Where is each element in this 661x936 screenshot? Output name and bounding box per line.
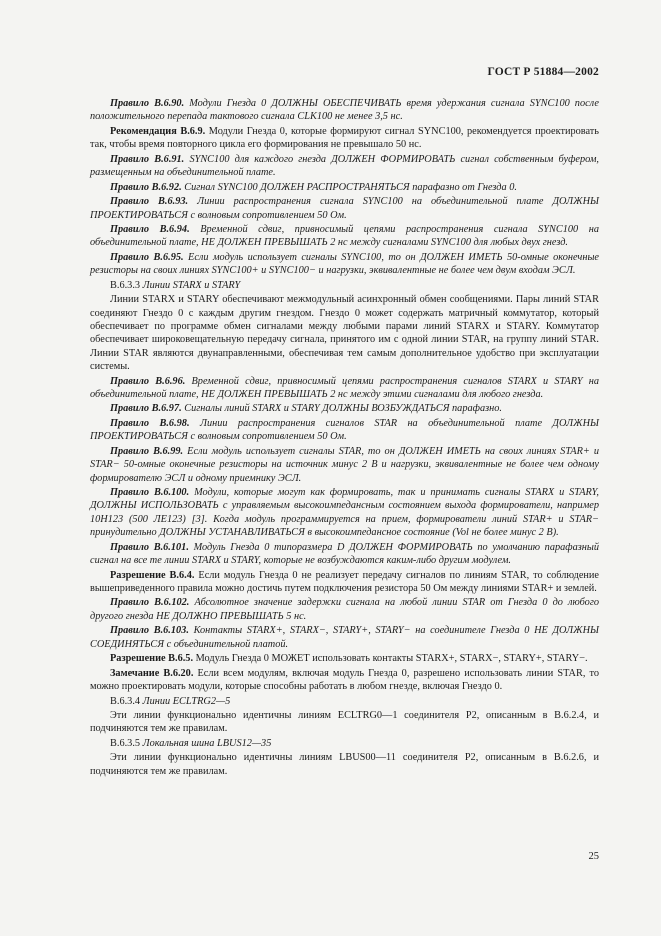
paragraph-text: Если модуль Гнезда 0 не реализует передачу сигналов по линиям STAR, то соблюдение вышеприведенного правила можно достичь путем подключения резистора 50 Ом между линиями STAR+ и землей. xyxy=(90,569,599,594)
paragraph xyxy=(90,375,599,402)
paragraph-text: Временной сдвиг, привносимый цепями распространения сигналов STARX и STARY на объединительной плате, НЕ ДОЛЖЕН ПРЕВЫШАТЬ 2 нс между этими сигналами для любого гнезда. xyxy=(90,375,599,400)
paragraph-label: Правило В.6.90. xyxy=(110,98,185,109)
page-header: ГОСТ Р 51884—2002 xyxy=(487,66,599,78)
paragraph-label: Замечание В.6.20. xyxy=(110,667,194,679)
paragraph-label: Правило В.6.103. xyxy=(110,625,189,637)
paragraph-text: SYNC100 для каждого гнезда ДОЛЖЕН ФОРМИРОВАТЬ сигнал собственным буфером, размещенным на объединительной плате. xyxy=(90,153,599,179)
paragraph-text: Если модуль использует сигналы SYNC100, то он ДОЛЖЕН ИМЕТЬ 50-омные оконечные резисторы на своих линиях SYNC100+ и SYNC100− и нагрузки, эквивалентные не более чем двум входам ЭСЛ. xyxy=(90,251,599,277)
paragraph-text: Эти линии функционально идентичны линиям LBUS00—11 соединителя Р2, описанным в В.6.2.6, и подчиняются тем же правилам. xyxy=(90,752,599,777)
paragraph-text: Сигнал SYNC100 ДОЛЖЕН РАСПРОСТРАНЯТЬСЯ парафазно от Гнезда 0. xyxy=(184,181,517,193)
paragraph xyxy=(90,596,599,623)
paragraph-text: Сигналы линий STARX и STARY ДОЛЖНЫ ВОЗБУЖДАТЬСЯ парафазно. xyxy=(184,403,502,415)
paragraph xyxy=(90,251,599,278)
paragraph-label: Правило В.6.99. xyxy=(110,445,184,457)
paragraph-text: Эти линии функционально идентичны линиям ECLTRG0—1 соединителя Р2, описанным в В.6.2.4, и подчиняются тем же правилам. xyxy=(90,710,599,735)
section-number: В.6.3.3 xyxy=(110,279,141,291)
paragraph-text: Линии распространения сигнала SYNC100 на объединительной плате ДОЛЖНЫ ПРОЕКТИРОВАТЬСЯ с волновым сопротивлением 50 Ом. xyxy=(90,196,599,221)
paragraph xyxy=(90,223,599,250)
page-body xyxy=(90,97,599,779)
section-title: Линии ECLTRG2—5 xyxy=(142,695,231,707)
paragraph xyxy=(90,153,599,180)
paragraph-label: Правило В.6.93. xyxy=(110,196,189,208)
section-title: Линии STARX и STARY xyxy=(142,279,241,291)
section-title: Локальная шина LBUS12—35 xyxy=(142,737,272,749)
paragraph-label: Правило В.6.91. xyxy=(110,153,185,165)
paragraph xyxy=(90,402,599,415)
paragraph-text: Если модуль использует сигналы STAR, то он ДОЛЖЕН ИМЕТЬ на своих линиях STAR+ и STAR− 50-омные оконечные резисторы на источник минус 2 В и нагрузки, эквивалентные не более чем одному формирователю ЭСЛ и одному приемнику ЭСЛ. xyxy=(90,445,599,484)
paragraph xyxy=(90,652,599,665)
paragraph-label: Правило В.6.100. xyxy=(110,487,190,499)
paragraph-text: Абсолютное значение задержки сигнала на любой линии STAR от Гнезда 0 до любого другого гнезда НЕ ДОЛЖНО ПРЕВЫШАТЬ 5 нс. xyxy=(90,597,599,622)
paragraph-text: Модули Гнезда 0, которые формируют сигнал SYNC100, рекомендуется проектировать так, чтобы время повторного цикла его формирования не превышало 50 нс. xyxy=(90,125,599,151)
paragraph-label: Разрешение В.6.4. xyxy=(110,569,195,581)
paragraph-text: Контакты STARX+, STARX−, STARY+, STARY− на соединителе Гнезда 0 НЕ ДОЛЖНЫ СОЕДИНЯТЬСЯ с объединительной платой. xyxy=(90,625,599,650)
paragraph-label: Правило В.6.92. xyxy=(110,181,182,193)
paragraph-text: Модуль Гнезда 0 типоразмера D ДОЛЖЕН ФОРМИРОВАТЬ по умолчанию парафазный сигнал на все те линии STARX и STARY, которые не возбуждаются каким-либо другим модулем. xyxy=(90,541,599,566)
paragraph xyxy=(90,125,599,152)
paragraph-label: Правило В.6.101. xyxy=(110,541,189,553)
section-heading xyxy=(90,695,599,708)
paragraph xyxy=(90,541,599,568)
paragraph xyxy=(90,417,599,444)
paragraph-text: Модуль Гнезда 0 МОЖЕТ использовать контакты STARX+, STARX−, STARY+, STARY−. xyxy=(195,653,588,665)
paragraph xyxy=(90,624,599,651)
section-number: В.6.3.4 xyxy=(110,695,141,707)
paragraph xyxy=(90,751,599,778)
paragraph-label: Разрешение В.6.5. xyxy=(110,653,194,665)
paragraph-label: Правило В.6.94. xyxy=(110,224,190,236)
page-number: 25 xyxy=(588,851,599,862)
paragraph xyxy=(90,293,599,373)
section-heading xyxy=(90,737,599,750)
paragraph-label: Правило В.6.98. xyxy=(110,417,190,429)
paragraph-label: Правило В.6.96. xyxy=(110,375,186,387)
paragraph xyxy=(90,445,599,485)
paragraph-label: Правило В.6.97. xyxy=(110,403,182,415)
paragraph-text: Линии STARX и STARY обеспечивают межмодульный асинхронный обмен сообщениями. Пары линий STAR соединяют Гнездо 0 с каждым другим гнездом. Гнездо 0 может содержать матричный коммутатор, который обеспечивает по программе обмен сигналами между любыми парами линий STARX и STARY. Коммутатор обеспечивает широковещательную передачу сигнала, принятого им с одной линии STAR, на группу линий STAR. Линии STAR являются двунаправленными, обеспечивая тем самым дополнительное удобство при эксплуатации системы. xyxy=(90,294,599,373)
paragraph-text: Модули Гнезда 0 ДОЛЖНЫ ОБЕСПЕЧИВАТЬ время удержания сигнала SYNC100 после положительного перепада тактового сигнала CLK100 не менее 3,5 нс. xyxy=(90,98,599,123)
paragraph-text: Линии распространения сигналов STAR на объединительной плате ДОЛЖНЫ ПРОЕКТИРОВАТЬСЯ с волновым сопротивлением 50 Ом. xyxy=(90,417,599,443)
paragraph xyxy=(90,709,599,736)
paragraph xyxy=(90,181,599,194)
paragraph-text: Если всем модулям, включая модуль Гнезда 0, разрешено использовать линии STAR, то можно проектировать модули, которые способны работать в любом гнезде, включая Гнездо 0. xyxy=(90,667,599,692)
section-number: В.6.3.5 xyxy=(110,737,141,749)
paragraph xyxy=(90,569,599,596)
paragraph xyxy=(90,486,599,539)
paragraph-label: Правило В.6.102. xyxy=(110,597,190,609)
paragraph-label: Правило В.6.95. xyxy=(110,251,184,263)
paragraph-text: Модули, которые могут как формировать, так и принимать сигналы STARX и STARY, ДОЛЖНЫ ИСПОЛЬЗОВАТЬ с управляемым высокоимпедансным состоянием выхода формирователи, например 10Н123 (500 ЛЕ123) [3]. Когда модуль программируется на прием, формирователи линий STAR+ и STAR− принудительно ДОЛЖНЫ УСТАНАВЛИВАТЬСЯ в высокоимпедансное состояние (Vol не более минус 2 В). xyxy=(90,487,599,539)
paragraph xyxy=(90,667,599,694)
paragraph xyxy=(90,195,599,222)
paragraph-text: Временной сдвиг, привносимый цепями распространения сигнала SYNC100 на объединительной плате, НЕ ДОЛЖЕН ПРЕВЫШАТЬ 2 нс между сигналами SYNC100 для любых двух гнезд. xyxy=(90,224,599,249)
section-heading xyxy=(90,279,599,292)
paragraph-label: Рекомендация В.6.9. xyxy=(110,125,206,137)
paragraph xyxy=(90,97,599,124)
